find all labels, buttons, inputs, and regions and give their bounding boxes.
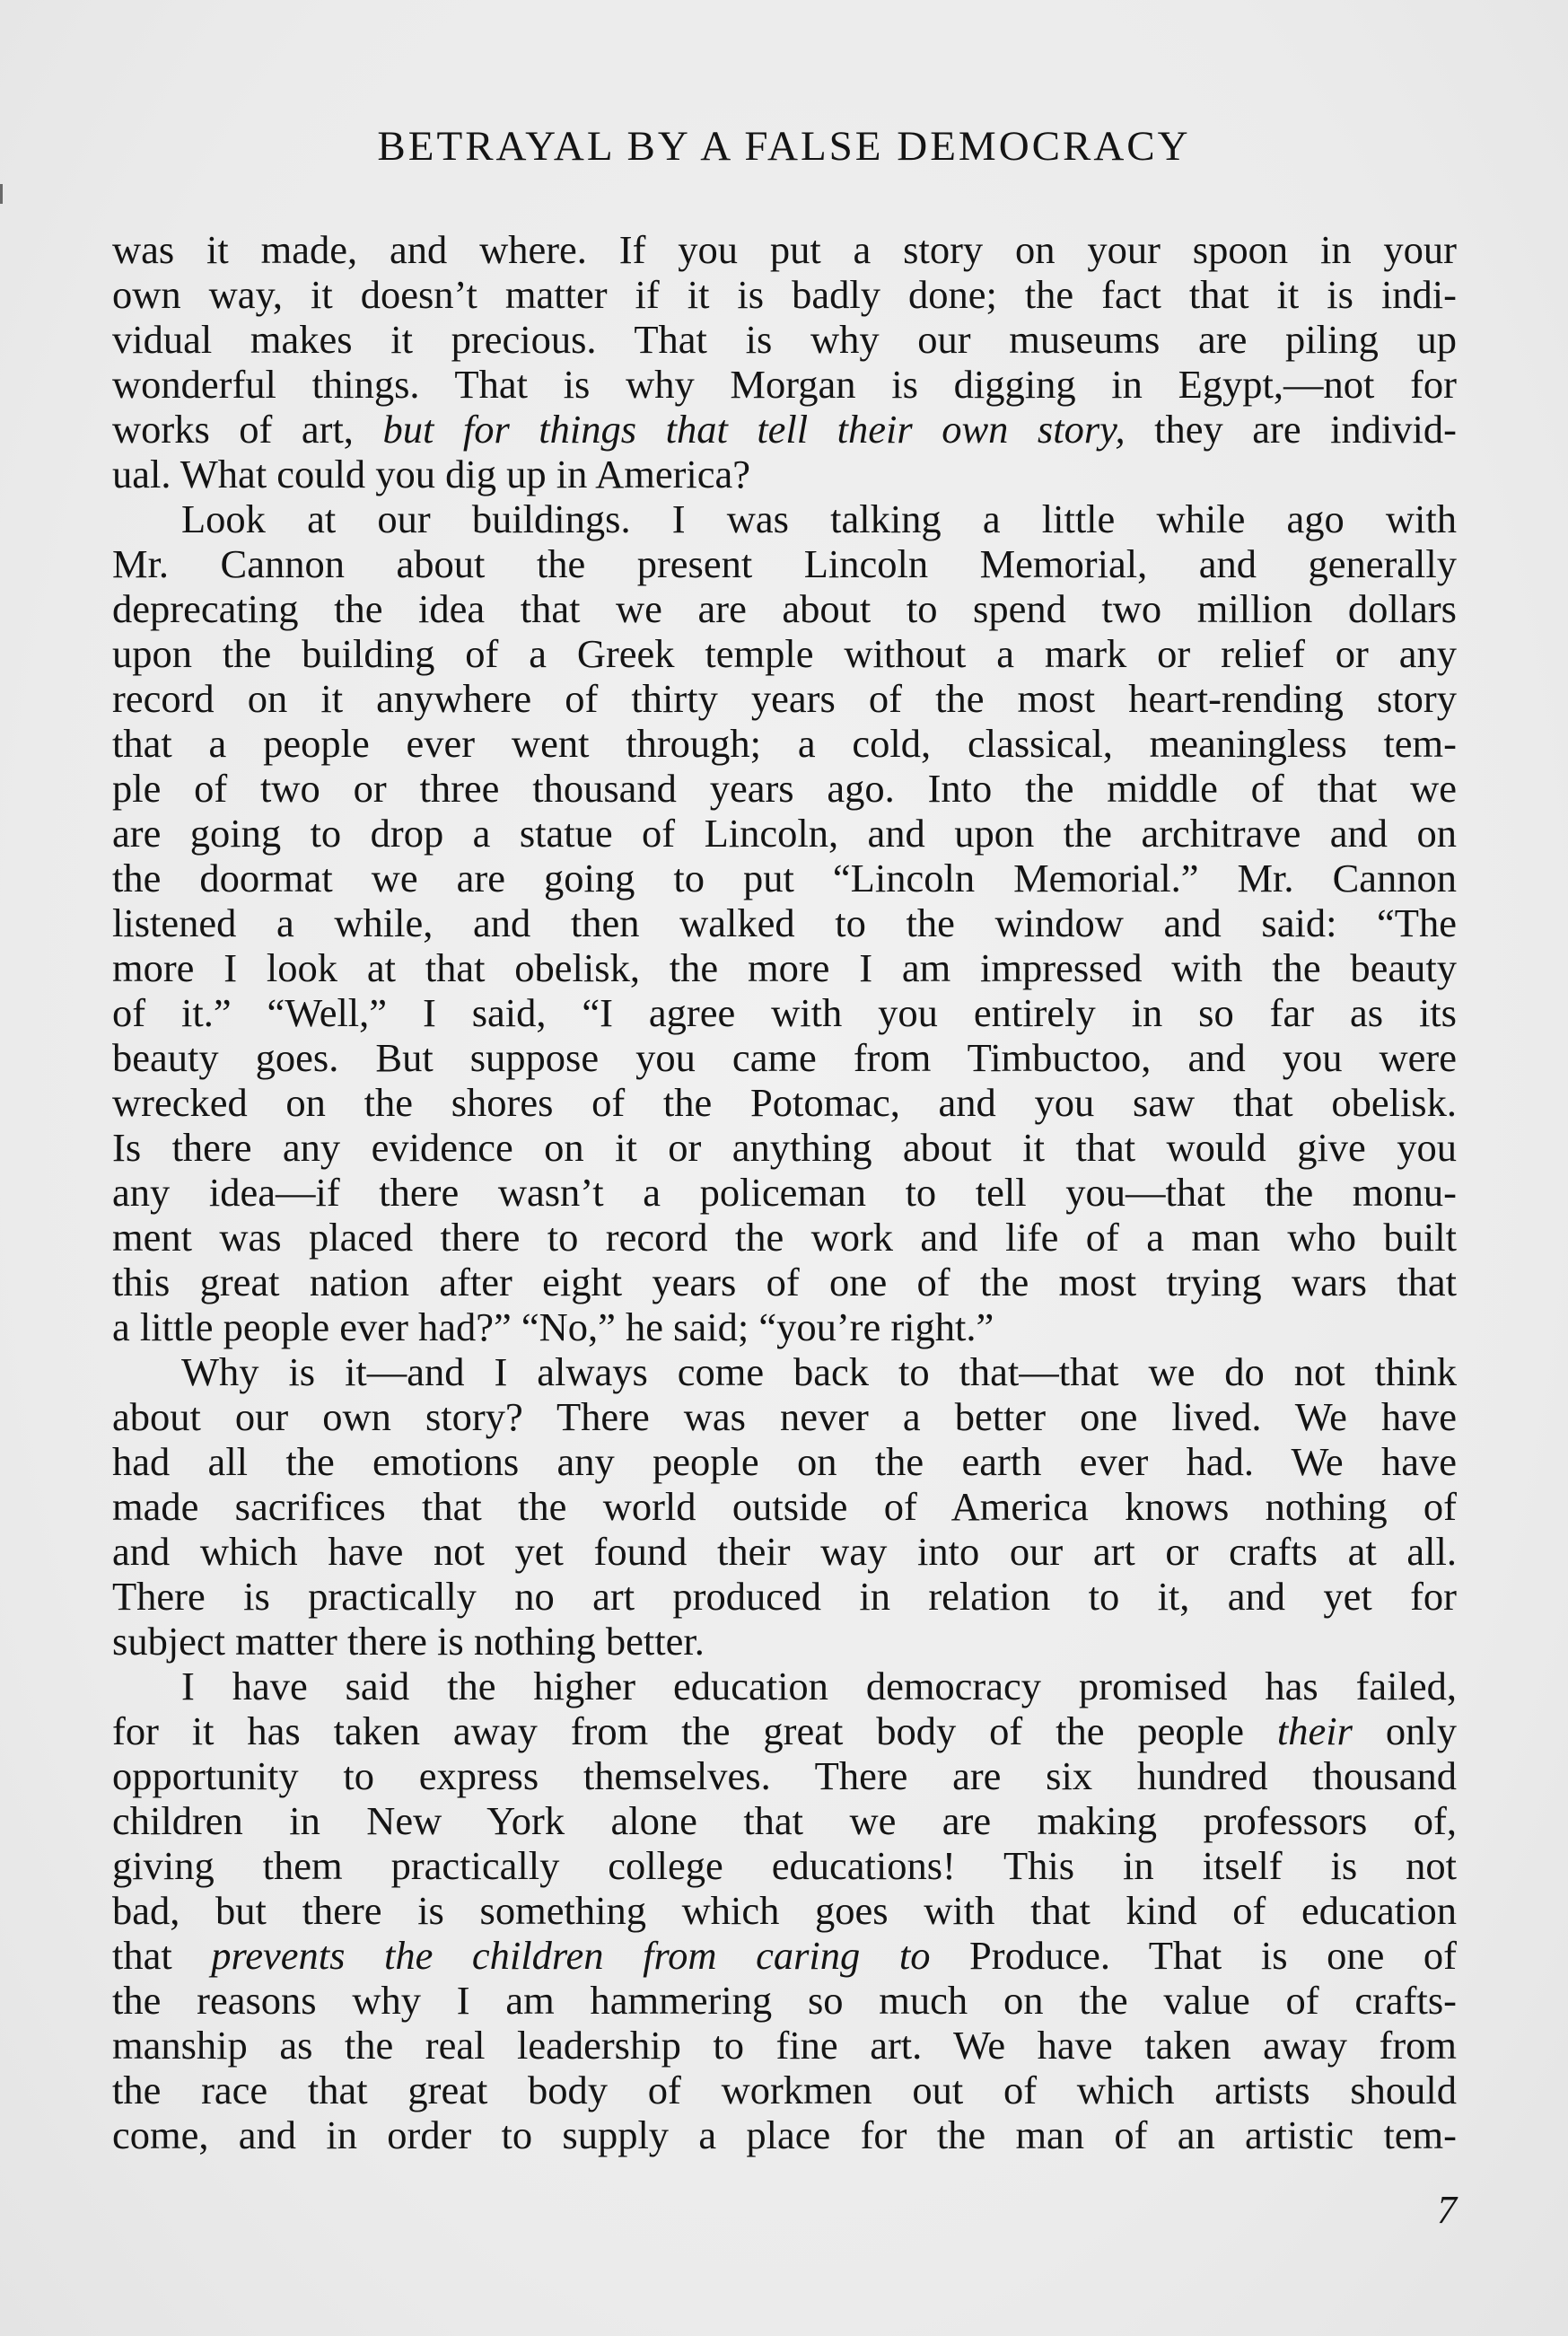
text-line (112, 407, 1457, 452)
text-line: wonderful things. That is why Morgan is digging in Egypt,—not for (112, 362, 1457, 407)
text-line: this great nation after eight years of one of the most trying wars that (112, 1260, 1457, 1304)
text-line: wrecked on the shores of the Potomac, and you saw that obelisk. (112, 1080, 1457, 1125)
text-line: that a people ever went through; a cold, classical, meaningless tem- (112, 721, 1457, 766)
text-line: children in New York alone that we are making professors of, (112, 1798, 1457, 1843)
text-line: any idea—if there wasn’t a policeman to tell you—that the monu- (112, 1170, 1457, 1215)
text-line: Why is it—and I always come back to that—that we do not think (181, 1349, 1457, 1394)
text-line: opportunity to express themselves. There are six hundred thousand (112, 1753, 1457, 1798)
running-head: BETRAYAL BY A FALSE DEMOCRACY (377, 123, 1191, 170)
text-line: record on it anywhere of thirty years of the most heart-rending story (112, 676, 1457, 721)
text-line: listened a while, and then walked to the window and said: “The (112, 900, 1457, 945)
text-line: a little people ever had?” “No,” he said; “you’re right.” (112, 1304, 994, 1349)
text-line: Look at our buildings. I was talking a little while ago with (181, 496, 1457, 541)
text-line (112, 1933, 1457, 1978)
text-segment: that (112, 1933, 212, 1978)
text-line: manship as the real leadership to fine art. We have taken away from (112, 2023, 1457, 2068)
text-segment: they are individ- (1125, 407, 1457, 452)
text-line: Is there any evidence on it or anything about it that would give you (112, 1125, 1457, 1170)
italic-text: but for things that tell their own story, (382, 407, 1126, 452)
text-segment: only (1352, 1708, 1457, 1753)
page-number: 7 (1437, 2188, 1457, 2232)
italic-text: prevents the children from caring to (211, 1933, 931, 1978)
text-line: more I look at that obelisk, the more I am impressed with the beauty (112, 945, 1457, 990)
text-line: about our own story? There was never a better one lived. We have (112, 1394, 1457, 1439)
text-line: giving them practically college educations! This in itself is not (112, 1843, 1457, 1888)
text-line: upon the building of a Greek temple without a mark or relief or any (112, 631, 1457, 676)
text-line: ple of two or three thousand years ago. Into the middle of that we (112, 766, 1457, 811)
text-line: was it made, and where. If you put a story on your spoon in your (112, 227, 1457, 272)
text-line: are going to drop a statue of Lincoln, and upon the architrave and on (112, 811, 1457, 856)
italic-text: their (1276, 1708, 1353, 1753)
text-line: of it.” “Well,” I said, “I agree with you entirely in so far as its (112, 990, 1457, 1035)
text-line: subject matter there is nothing better. (112, 1619, 705, 1664)
text-line: come, and in order to supply a place for the man of an artistic tem- (112, 2112, 1457, 2157)
text-line: I have said the higher education democracy promised has failed, (181, 1664, 1457, 1708)
text-line: beauty goes. But suppose you came from Timbuctoo, and you were (112, 1035, 1457, 1080)
text-line: the race that great body of workmen out of which artists should (112, 2068, 1457, 2112)
text-line: made sacrifices that the world outside of America knows nothing of (112, 1484, 1457, 1529)
page-edge-mark (0, 184, 3, 204)
text-segment: works of art, (112, 407, 383, 452)
text-line: the doormat we are going to put “Lincoln Memorial.” Mr. Cannon (112, 856, 1457, 900)
body-text (112, 227, 1457, 2157)
text-line: Mr. Cannon about the present Lincoln Memorial, and generally (112, 541, 1457, 586)
text-line: There is practically no art produced in relation to it, and yet for (112, 1574, 1457, 1619)
text-line: had all the emotions any people on the earth ever had. We have (112, 1439, 1457, 1484)
text-line: deprecating the idea that we are about to spend two million dollars (112, 586, 1457, 631)
text-segment: Produce. That is one of (930, 1933, 1457, 1978)
text-line: and which have not yet found their way into our art or crafts at all. (112, 1529, 1457, 1574)
text-line: vidual makes it precious. That is why our museums are piling up (112, 317, 1457, 362)
text-line: bad, but there is something which goes with that kind of education (112, 1888, 1457, 1933)
text-line: ment was placed there to record the work and life of a man who built (112, 1215, 1457, 1260)
text-line: the reasons why I am hammering so much on the value of crafts- (112, 1978, 1457, 2023)
text-line: own way, it doesn’t matter if it is badly done; the fact that it is indi- (112, 272, 1457, 317)
text-line: ual. What could you dig up in America? (112, 452, 751, 496)
text-segment: for it has taken away from the great body of the people (112, 1708, 1277, 1753)
text-line (112, 1708, 1457, 1753)
